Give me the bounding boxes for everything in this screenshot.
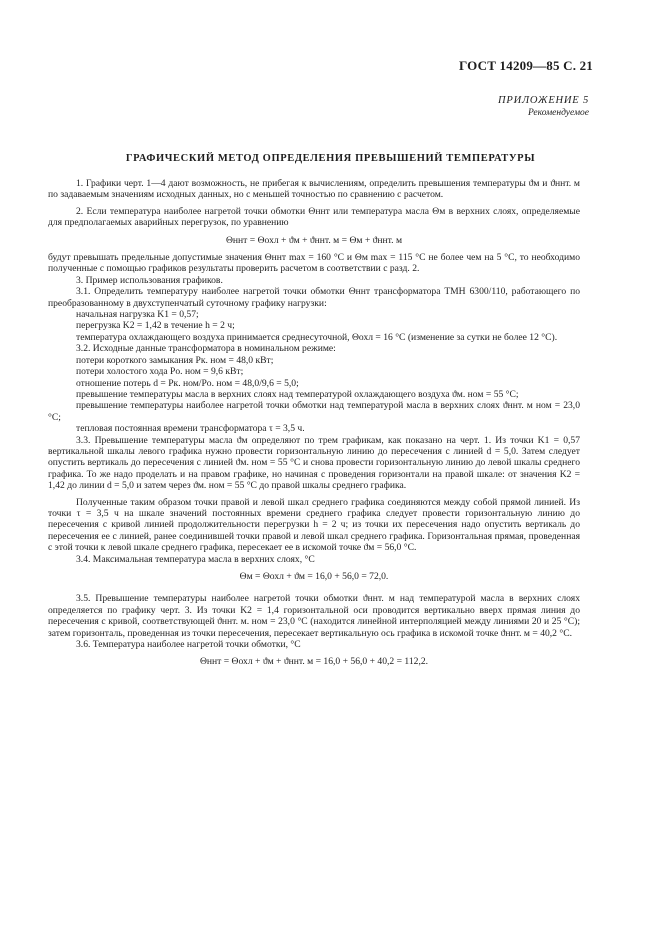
appendix-status: Рекомендуемое [527,108,589,118]
appendix-title: ПРИЛОЖЕНИЕ 5 [498,95,589,106]
paragraph-3-6: 3.6. Температура наиболее нагретой точки обмотки, °С [76,639,301,651]
list-item-overload: перегрузка K2 = 1,42 в течение h = 2 ч; [76,320,235,332]
list-item-short-circuit-losses: потери короткого замыкания Pк. ном = 48,0 кВт; [76,354,274,366]
paragraph-3-5: 3.5. Превышение температуры наиболее нагретой точки обмотки ϑннт. м над температурой масла в верхних слоях определяется по графику черт. 3. Из точки K2 = 1,4 горизонтальной оси проводится вертикально вверх прямая линия до пересечения с кривой, соответствующей ϑннт. м. ном = 23,0 °С (находится линейной интерполяцией между линиями 20 и 25 °С); затем горизонталь, проведенная из точки пересечения, пересекает вертикальную ось графика в искомой точке ϑннт. м = 40,2 °С. [48,593,580,639]
appendix-label [498,94,589,120]
formula-1: Θннт = Θохл + ϑм + ϑннт. м = Θм + ϑннт. м [225,234,403,246]
formula-3: Θннт = Θохл + ϑм + ϑннт. м = 16,0 + 56,0 + 40,2 = 112,2. [199,656,429,668]
list-item-initial-load: начальная нагрузка K1 = 0,57; [76,309,199,321]
body-text [48,178,580,674]
list-item-time-constant: тепловая постоянная времени трансформатора τ = 3,5 ч. [76,423,305,435]
standard-header: ГОСТ 14209—85 С. 21 [459,58,593,73]
formula-2: Θм = Θохл + ϑм = 16,0 + 56,0 = 72,0. [239,571,389,582]
list-item-air-temperature: температура охлаждающего воздуха принимается среднесуточной, Θохл = 16 °С (изменение за сутки не более 12 °С). [76,331,558,343]
paragraph-3-3b: Полученные таким образом точки правой и левой шкал среднего графика соединяются между собой прямой линией. Из точки τ = 3,5 ч на шкале значений постоянных времени среднего графика следует провести горизонтальную линию до пересечения с кривой линией продолжительности перегрузки h = 2 ч; из точки их пересечения надо опустить вертикаль до пересечения ее с линией, ранее соединившей точки правой и левой шкал среднего графика. Горизонтальная прямая, проведенная с этой точки к левой шкале среднего графика, пересекает ее в искомой точке ϑм = 56,0 °С. [48,496,580,554]
list-item-no-load-losses: потери холостого хода Pо. ном = 9,6 кВт; [76,366,244,378]
paragraph-1: 1. Графики черт. 1—4 дают возможность, не прибегая к вычислениям, определить превышения температуры ϑм и ϑннт. м по задаваемым значениям исходных данных, но с меньшей точностью по сравнению с расчетом. [48,178,580,201]
paragraph-3-1: 3.1. Определить температуру наиболее нагретой точки обмотки Θннт трансформатора ТМН 6300/110, работающего по преобразованному в двухступенчатый суточному графику нагрузки: [48,286,580,309]
list-item-oil-rise: превышение температуры масла в верхних слоях над температурой охлаждающего воздуха ϑм. ном = 55 °С; [76,388,519,400]
paragraph-3-4: 3.4. Максимальная температура масла в верхних слоях, °С [76,553,315,565]
list-item-hotspot-rise: превышение температуры наиболее нагретой точки обмотки над температурой масла в верхних слоях ϑннт. м ном = 23,0 °С; [48,400,580,423]
document-title: ГРАФИЧЕСКИЙ МЕТОД ОПРЕДЕЛЕНИЯ ПРЕВЫШЕНИЙ ТЕМПЕРАТУРЫ [125,153,536,164]
paragraph-2: 2. Если температура наиболее нагретой точки обмотки Θннт или температура масла Θм в верхних слоях, определяемые для предполагаемых аварийных перегрузок, по уравнению [48,205,580,229]
paragraph-2b: будут превышать предельные допустимые значения Θннт max = 160 °С и Θм max = 115 °С не более чем на 5 °С, то необходимо полученные с помощью графиков результаты проверить расчетом в соответствии с разд. 2. [48,252,580,275]
list-item-loss-ratio: отношение потерь d = Pк. ном/Pо. ном = 48,0/9,6 = 5,0; [76,377,299,389]
paragraph-3: 3. Пример использования графиков. [76,274,223,286]
paragraph-3-2: 3.2. Исходные данные трансформатора в номинальном режиме: [76,343,336,355]
paragraph-3-3: 3.3. Превышение температуры масла ϑм определяют по трем графикам, как показано на черт. 1. Из точки K1 = 0,57 вертикальной шкалы левого графика нужно провести горизонтальную линию до пересечения с линией d = 5,0. Затем следует опустить вертикаль до пересечения с линией ϑм. ном = 55 °С и снова провести горизонтальную линию до левой шкалы среднего графика. То же надо проделать и на правом графике, но начиная с проведения горизонтали на правой шкале: от значения K2 = 1,42 до линии d = 5,0 и затем через ϑм. ном = 55 °С до правой шкалы среднего графика. [48,434,580,492]
